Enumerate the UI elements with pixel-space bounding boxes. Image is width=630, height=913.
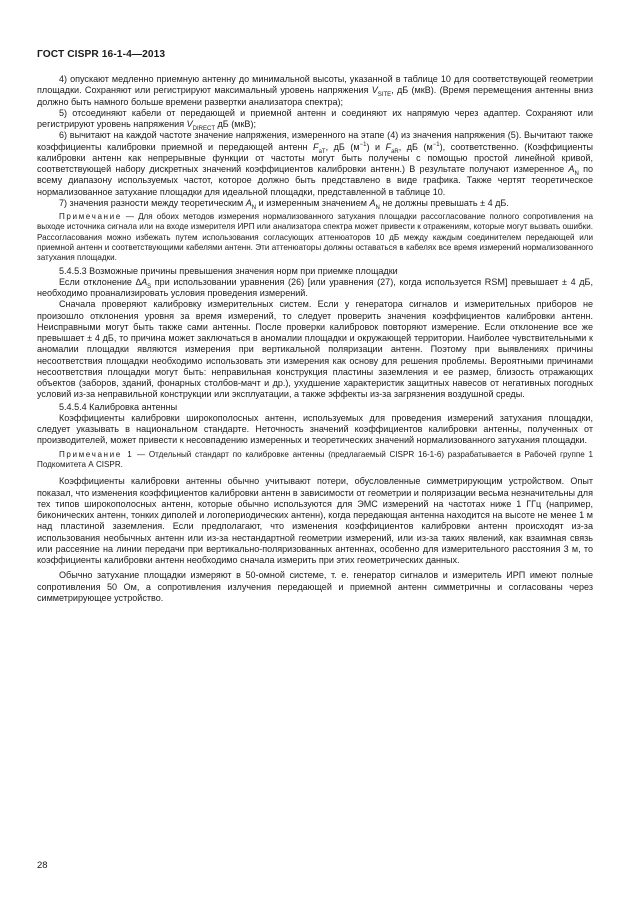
balun-losses-paragraph: Коэффициенты калибровки антенны обычно учитывают потери, обусловленные симметрирующим устройством. Опыт показал, что изменения коэффициентов калибровки антенн в зависимости от геометрии и поляризации весьма незначительны для тех типов широкополосных антенн, которые обычно используются для ЭМС измерений на частотах ниже 1 ГГц (например, биконических антенн, тонких диполей и логопериодических антенн), когда передающая антенна находится на высоте не менее 1 м над пластиной заземления. Если предполагают, что изменения коэффициентов калибровки антенн происходят из-за использования необычных антенн или из-за нестандартной геометрии измерений, или из-за таких явлений, как взаимная связь или рассеяние на линии передачи при вертикально-поляризованных антеннах, особенно для измерительного расстояния 3 м, то коэффициенты калибровки антенн необходимо сначала измерить при этих геометрических данных. [37,476,593,566]
page-number: 28 [37,860,48,871]
section-heading-5-4-5-4: 5.4.5.4 Калибровка антенны [59,401,178,412]
page-content [37,74,593,604]
note-label: Примечание [59,212,122,221]
step-7-paragraph: 7) значения разности между теоретическим $A_N$ и измеренным значением $A_N$ не должны превышать ± 4 дБ. [59,197,509,211]
fifty-ohm-paragraph: Обычно затухание площадки измеряют в 50-омной системе, т. е. генератор сигналов и измеритель ИРП имеют полные сопротивления 50 Ом, а сопротивления излучения передающей и приемной антенн симметричны и согласованы через симметрирующее устройство. [37,570,593,603]
deviation-paragraph: Если отклонение $\Delta A_S$ при использовании уравнения (26) [или уравнения (27), когда используется RSM] превышает ± 4 дБ, необходимо проанализировать условия проведения измерений. [37,276,593,299]
note-mismatch: Примечание — Для обоих методов измерения нормализованного затухания площадки рассогласование полного сопротивления на выходе источника сигнала или на входе измерителя ИРП или анализатора спектра может привести к отражениям, которые могут вызвать ошибки. Рассогласования можно избежать путем использования согласующих аттенюаторов 10 дБ между каждым соединителем передающей или приемной антенн и соответствующими кабелями антенн. Эти аттенюаторы должны оставаться в кабелях все время измерений нормализованного затухания площадки. [37,212,593,263]
antenna-factors-paragraph: Коэффициенты калибровки широкополосных антенн, используемых для проведения измерений затухания площадки, следует указывать в национальном стандарте. Неточность значений коэффициентов калибровки антенны, полученных от производителей, может привести к несовпадению измеренных и теоретических значений нормализованного затухания площадки. [37,412,593,446]
section-heading-5-4-5-3: 5.4.5.3 Возможные причины превышения значения норм при приемке площадки [59,265,398,276]
step-5-paragraph: 5) отсоединяют кабели от передающей и приемной антенн и соединяют их напрямую через адаптер. Сохраняют или регистрируют уровень напряжения $V_{DIRECT}$ дБ (мкВ); [37,107,593,132]
calibration-check-paragraph: Сначала проверяют калибровку измерительных систем. Если у генератора сигналов и измерительных приборов не произошло отклонения уровня за время измерений, то следует проверить значения коэффициентов калибровки антенн. Неисправными могут быть также сами антенны. После проверки калибровок повторяют измерение. Если отклонение все же превышает ± 4 дБ, то причина может заключаться в аномалии площадки и окружающей территории. Наиболее чувствительными к аномалии площадки являются измерения при вертикальной поляризации антенн. Поэтому при выявлениях причины несоответствия площадки необходимо использовать эти измерения как основу для решения проблемы. Вероятными причинами несоответствия площадки могут быть: неправильная конструкция пластины заземления и ее размер, близость отражающих объектов (заборов, зданий, фонарных столбов-мачт и др.), ухудшение характеристик защитных навесов от негативных погодных условий из-за неправильной конструкции или эксплуатации, а также эффекты из-за загрязнения воздушной среды. [37,299,593,400]
note-label: Примечание 1 [59,449,134,459]
page-header: ГОСТ CISPR 16-1-4—2013 [37,49,166,60]
step-6-paragraph: 6) вычитают на каждой частоте значение напряжения, измеренного на этапе (4) из значения напряжения (5). Вычитают также коэффициенты калибровки приемной и передающей антенн $F_{aT}$, дБ $(м^{-1})$ и $F_{aR}$, дБ $(м^{-1})$, соответственно. (Коэффициенты калибровки антенн как непрерывные функции от частоты могут быть получены с помощью простой линейной кривой, соответствующей набору дискретных значений коэффициентов калибровки антенн.) В результате получают измеренное $A_N$ по всему диапазону используемых частот, которое должно быть представлено в виде графика. Также чертят теоретическое нормализованное затухание площадки для идеальной площадки, представленной в таблице 10. [37,130,593,197]
step-4-paragraph: 4) опускают медленно приемную антенну до минимальной высоты, указанной в таблице 10 для соответствующей геометрии площадки. Сохраняют или регистрируют максимальный уровень напряжения $V_{SITE}$, дБ (мкВ). (Время перемещения антенны вниз должно быть намного больше времени развертки анализатора спектра); [37,74,593,107]
note-1-calibration-standard: Примечание 1 — Отдельный стандарт по калибровке антенны (предлагаемый CISPR 16-1-6) разрабатывается в Рабочей группе 1 Подкомитета А CISPR. [37,449,593,470]
